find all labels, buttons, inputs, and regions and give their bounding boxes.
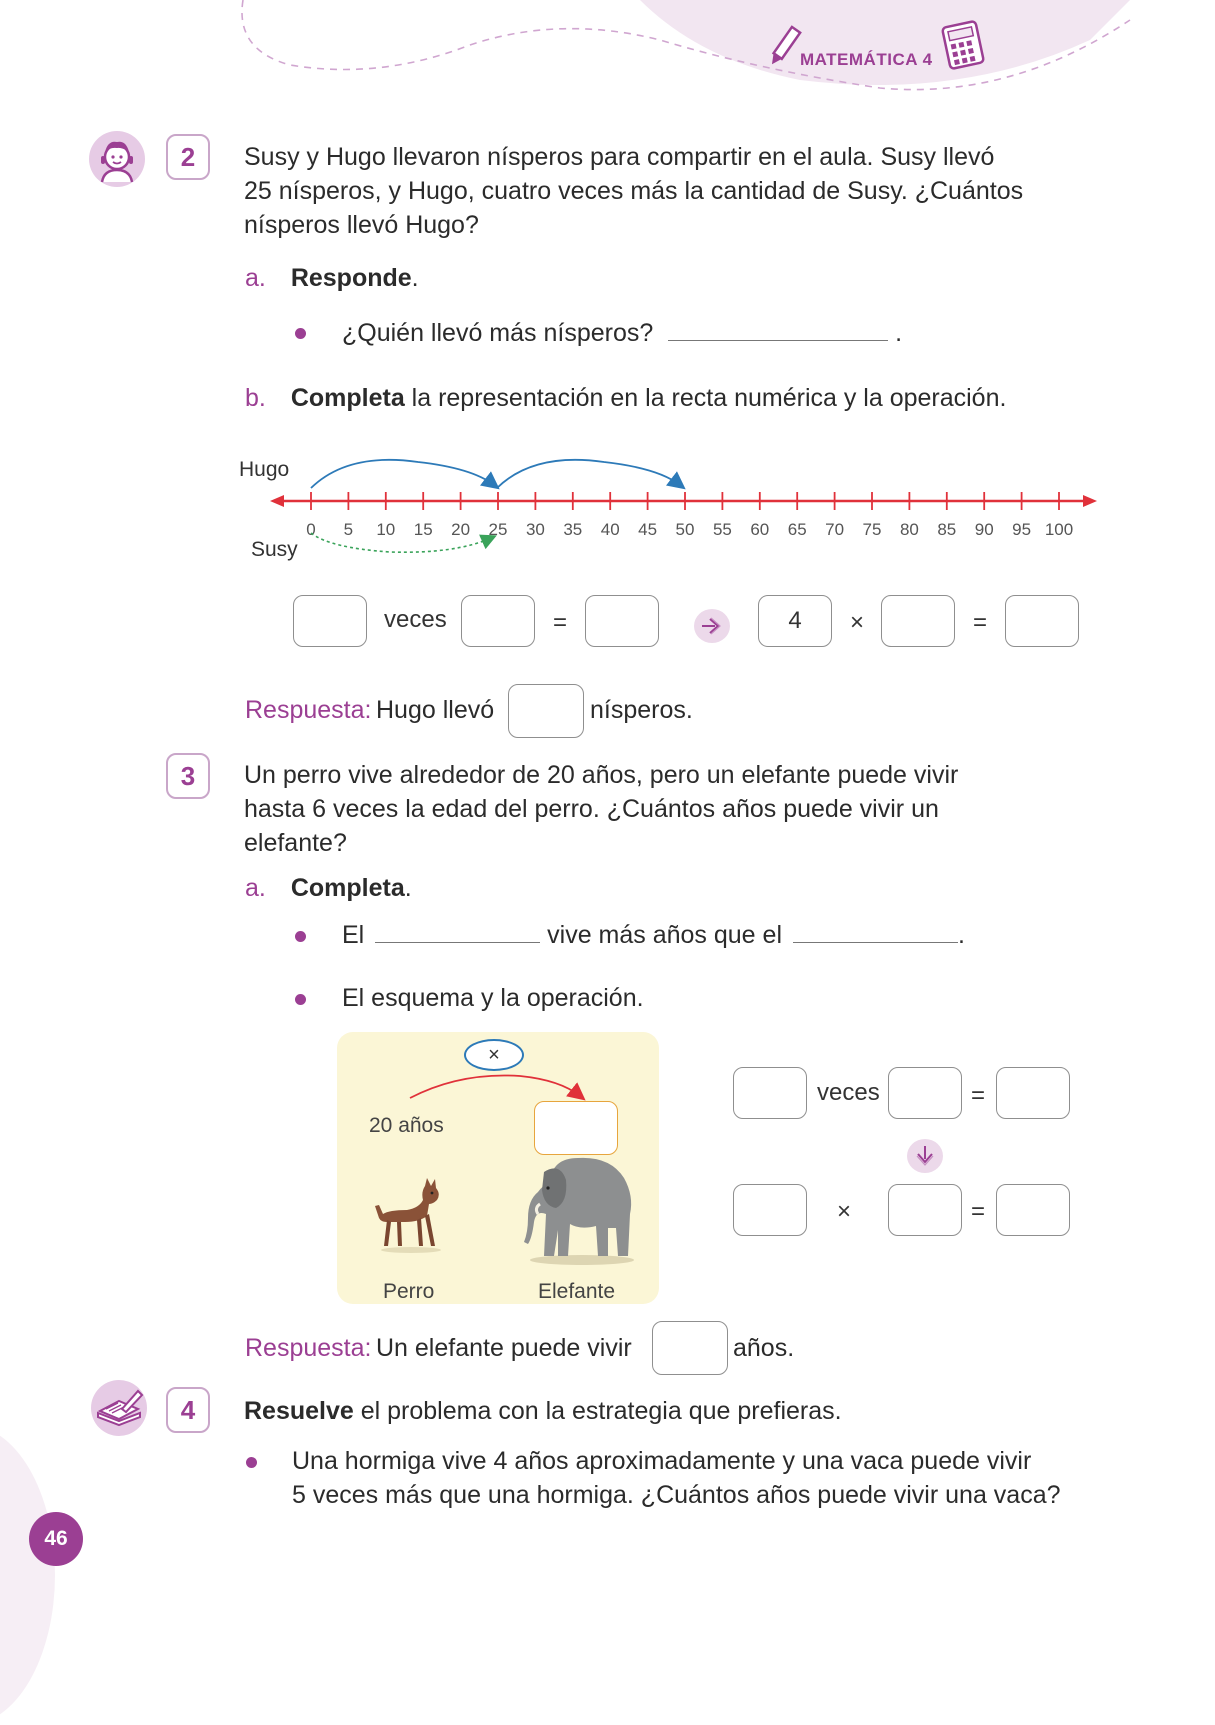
p2-factor-box[interactable]: [881, 595, 955, 647]
hugo-jump-1: [311, 460, 494, 488]
p3-bullet-1-mid: vive más años que el: [547, 921, 782, 949]
problem-3-part-a: [245, 871, 412, 905]
problem-2-number: 2: [166, 134, 210, 180]
arrow-down-icon: [906, 1138, 944, 1179]
p3-part-a-period: .: [404, 874, 412, 902]
problem-2-question: [342, 316, 902, 350]
number-line: [0, 440, 1215, 580]
bullet: [246, 1457, 257, 1468]
part-b-text: la representación en la recta numérica y la operación.: [404, 384, 1007, 412]
book-writing-icon: [90, 1379, 148, 1442]
p3-veces-label: veces: [817, 1079, 880, 1106]
page-number: 46: [44, 1527, 68, 1550]
p2-answer-unit: nísperos.: [590, 696, 693, 724]
scheme-elephant-label: Elefante: [538, 1280, 616, 1303]
hugo-jump-2: [497, 460, 680, 488]
question-text: ¿Quién llevó más nísperos?: [342, 319, 654, 347]
p4-instruction-verb: Resuelve: [244, 1397, 354, 1425]
numberline-susy-label: Susy: [251, 538, 298, 561]
p2-equals-2: =: [973, 609, 988, 636]
p4-line-1: Una hormiga vive 4 años aproximadamente y una vaca puede vivir: [292, 1447, 1032, 1475]
p3-bullet-1-pre: El: [342, 921, 365, 949]
problem-3-number: 3: [166, 753, 210, 799]
calculator-icon: [940, 20, 986, 75]
numberline-tick-label: 25: [488, 520, 508, 539]
numberline-tick-label: 5: [343, 520, 354, 539]
p3-result-box-2[interactable]: [996, 1184, 1070, 1236]
problem-4-instruction: [244, 1394, 842, 1428]
problem-2-line-2: 25 nísperos, y Hugo, cuatro veces más la cantidad de Susy. ¿Cuántos: [244, 177, 1024, 205]
numberline-left-arrow: [270, 495, 284, 507]
p3-factor-box-2[interactable]: [888, 1184, 962, 1236]
numberline-tick-label: 10: [376, 520, 396, 539]
p3-part-a-label: a.: [245, 874, 266, 902]
problem-2-part-a: [245, 261, 419, 295]
header-pencil-icon: [766, 24, 802, 75]
p2-result-box-2[interactable]: [1005, 595, 1079, 647]
problem-2-line-1: Susy y Hugo llevaron nísperos para compartir en el aula. Susy llevó: [244, 143, 995, 171]
scheme-dog-years: 20 años: [369, 1114, 444, 1137]
problem-3-line-1: Un perro vive alrededor de 20 años, pero un elefante puede vivir: [244, 761, 959, 789]
elephant-image: [520, 1152, 640, 1273]
problem-2-line-3: nísperos llevó Hugo?: [244, 211, 479, 239]
p3-bullet-1: [342, 918, 965, 952]
p3-times-symbol: ×: [837, 1198, 852, 1225]
page-corner-decoration: [0, 1425, 55, 1725]
p2-answer-text: Hugo llevó: [376, 696, 495, 724]
numberline-tick-label: 60: [750, 520, 770, 539]
p3-part-a-title: Completa: [290, 874, 405, 902]
numberline-tick-label: 50: [675, 520, 695, 539]
p3-answer-label: Respuesta:: [245, 1334, 372, 1362]
student-avatar-icon: [88, 130, 146, 193]
numberline-tick-label: 75: [862, 520, 882, 539]
p3-bullet-1-end: .: [957, 921, 965, 949]
numberline-tick-label: 100: [1044, 520, 1074, 539]
p2-times-symbol: ×: [850, 609, 865, 636]
p2-given-box: 4: [758, 595, 832, 647]
p2-veces-label: veces: [384, 606, 447, 633]
scheme-arrow: [400, 1068, 600, 1104]
numberline-tick-label: 0: [306, 520, 316, 539]
p2-result-box-1[interactable]: [585, 595, 659, 647]
scheme-elephant-box[interactable]: [534, 1101, 618, 1155]
header-decoration: [0, 0, 1215, 110]
dog-image: [367, 1176, 457, 1265]
part-b-label: b.: [245, 384, 266, 412]
p4-line-2: 5 veces más que una hormiga. ¿Cuántos años puede vivir una vaca?: [292, 1481, 1061, 1509]
numberline-tick-label: 20: [451, 520, 471, 539]
numberline-tick-label: 15: [413, 520, 433, 539]
problem-2-statement: [244, 140, 1144, 242]
p3-answer-box[interactable]: [652, 1321, 728, 1375]
problem-2-part-b: [245, 381, 1006, 415]
p3-answer-text: Un elefante puede vivir: [376, 1334, 632, 1362]
part-a-title: Responde: [290, 264, 412, 292]
p3-factor-box-1[interactable]: [733, 1184, 807, 1236]
p3-equals-1: =: [971, 1082, 986, 1109]
question-end: .: [895, 319, 903, 347]
problem-3-line-2: hasta 6 veces la edad del perro. ¿Cuántos años puede vivir un: [244, 795, 939, 823]
p3-blank-1[interactable]: [375, 918, 540, 943]
numberline-tick-label: 90: [974, 520, 994, 539]
numberline-tick-label: 95: [1012, 520, 1032, 539]
p2-equals-1: =: [553, 609, 568, 636]
p4-instruction-text: el problema con la estrategia que prefieras.: [353, 1397, 842, 1425]
part-a-label: a.: [245, 264, 266, 292]
numberline-tick-label: 45: [638, 520, 658, 539]
problem-4-number: 4: [166, 1387, 210, 1433]
scheme-operator: ×: [488, 1043, 500, 1066]
p3-quantity-box[interactable]: [888, 1067, 962, 1119]
bullet: [295, 931, 306, 942]
p3-bullet-2: El esquema y la operación.: [342, 984, 644, 1012]
bullet: [295, 994, 306, 1005]
bullet: [295, 328, 306, 339]
numberline-tick-label: 70: [825, 520, 845, 539]
page-number-badge: [29, 1512, 83, 1566]
problem-3-statement: [244, 758, 1144, 860]
scheme-operator-bubble: [464, 1039, 524, 1071]
header-title: MATEMÁTICA 4: [800, 50, 933, 69]
arrow-right-icon: [693, 608, 731, 649]
p2-answer-label: Respuesta:: [245, 696, 372, 724]
numberline-hugo-label: Hugo: [239, 458, 290, 481]
p3-times-box[interactable]: [733, 1067, 807, 1119]
p3-equals-2: =: [971, 1198, 986, 1225]
numberline-tick-label: 85: [937, 520, 957, 539]
numberline-tick-label: 40: [600, 520, 620, 539]
p2-times-box[interactable]: [293, 595, 367, 647]
problem-3-line-3: elefante?: [244, 829, 347, 857]
part-a-period: .: [411, 264, 419, 292]
p3-answer-unit: años.: [733, 1334, 795, 1362]
problem-4-statement: [292, 1444, 1172, 1512]
numberline-tick-label: 55: [712, 520, 732, 539]
numberline-right-arrow: [1083, 495, 1097, 507]
p3-result-box-1[interactable]: [996, 1067, 1070, 1119]
p2-quantity-box[interactable]: [461, 595, 535, 647]
numberline-tick-label: 80: [899, 520, 919, 539]
answer-blank[interactable]: [668, 316, 888, 341]
part-b-title: Completa: [290, 384, 405, 412]
numberline-tick-label: 30: [525, 520, 545, 539]
scheme-dog-label: Perro: [383, 1280, 435, 1303]
numberline-tick-label: 35: [563, 520, 583, 539]
p2-answer-box[interactable]: [508, 684, 584, 738]
p3-blank-2[interactable]: [793, 918, 958, 943]
numberline-tick-label: 65: [787, 520, 807, 539]
